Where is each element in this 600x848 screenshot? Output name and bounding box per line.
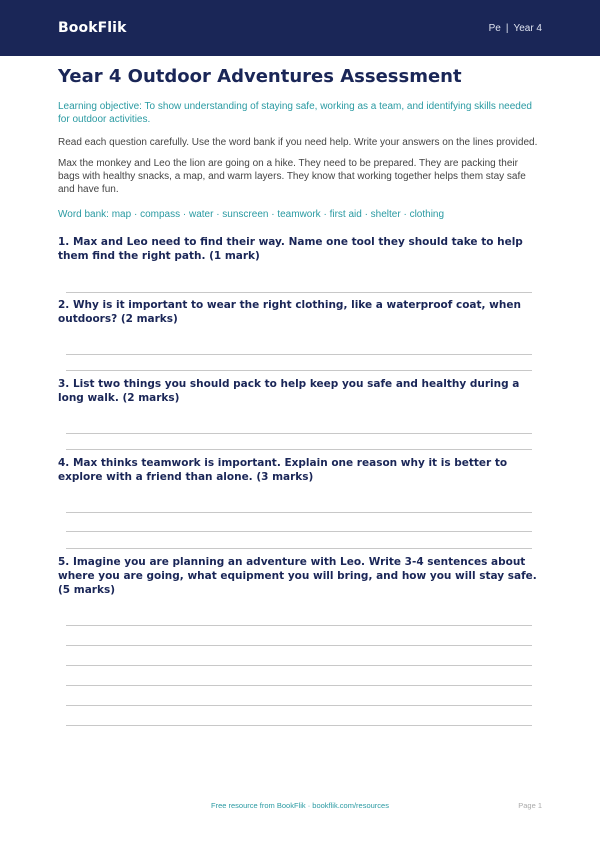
answer-line[interactable] [66, 531, 532, 532]
answer-line[interactable] [66, 512, 532, 513]
answer-line[interactable] [66, 433, 532, 434]
question-2: 2. Why is it important to wear the right clothing, like a waterproof coat, when outdoors? (2 marks) [58, 299, 521, 325]
answer-line[interactable] [66, 625, 532, 626]
answer-line[interactable] [66, 370, 532, 371]
answer-line[interactable] [66, 705, 532, 706]
brand-logo: BookFlik [58, 20, 127, 36]
header-meta [489, 23, 542, 34]
answer-line[interactable] [66, 449, 532, 450]
question-1: 1. Max and Leo need to find their way. Name one tool they should take to help them find the right path. (1 mark) [58, 236, 523, 262]
instructions: Read each question carefully. Use the word bank if you need help. Write your answers on the lines provided. [58, 137, 538, 148]
question-block [58, 456, 542, 549]
header-separator: | [505, 22, 509, 34]
question-4: 4. Max thinks teamwork is important. Explain one reason why it is better to explore with a friend than alone. (3 marks) [58, 457, 508, 483]
question-5: 5. Imagine you are planning an adventure with Leo. Write 3-4 sentences about where you are going, what equipment you will bring, and how you will stay safe. (5 marks) [58, 556, 537, 596]
year-label: Year 4 [513, 22, 542, 34]
answer-line[interactable] [66, 292, 532, 293]
answer-line[interactable] [66, 645, 532, 646]
question-block [58, 377, 542, 450]
answer-line[interactable] [66, 725, 532, 726]
question-block [58, 235, 542, 293]
answer-line[interactable] [66, 548, 532, 549]
question-block [58, 298, 542, 371]
answer-line[interactable] [66, 685, 532, 686]
page-title: Year 4 Outdoor Adventures Assessment [58, 66, 462, 87]
page-number: Page 1 [518, 801, 542, 810]
story-paragraph: Max the monkey and Leo the lion are going on a hike. They need to be prepared. They are packing their bags with healthy snacks, a map, and warm layers. They know that working together helps them stay safe and have fun. [58, 158, 526, 195]
question-3: 3. List two things you should pack to help keep you safe and healthy during a long walk. (2 marks) [58, 378, 520, 404]
learning-objective: Learning objective: To show understanding of staying safe, working as a team, and identifying skills needed for outdoor activities. [58, 101, 532, 125]
subject-label: Pe [488, 22, 501, 34]
page-footer [58, 801, 542, 813]
question-block [58, 555, 542, 726]
word-bank: Word bank: map · compass · water · sunscreen · teamwork · first aid · shelter · clothing [58, 209, 445, 220]
answer-line[interactable] [66, 665, 532, 666]
worksheet-content [58, 66, 542, 726]
answer-line[interactable] [66, 354, 532, 355]
page-header [0, 0, 600, 56]
footer-credit: Free resource from BookFlik · bookflik.com/resources [211, 801, 389, 810]
